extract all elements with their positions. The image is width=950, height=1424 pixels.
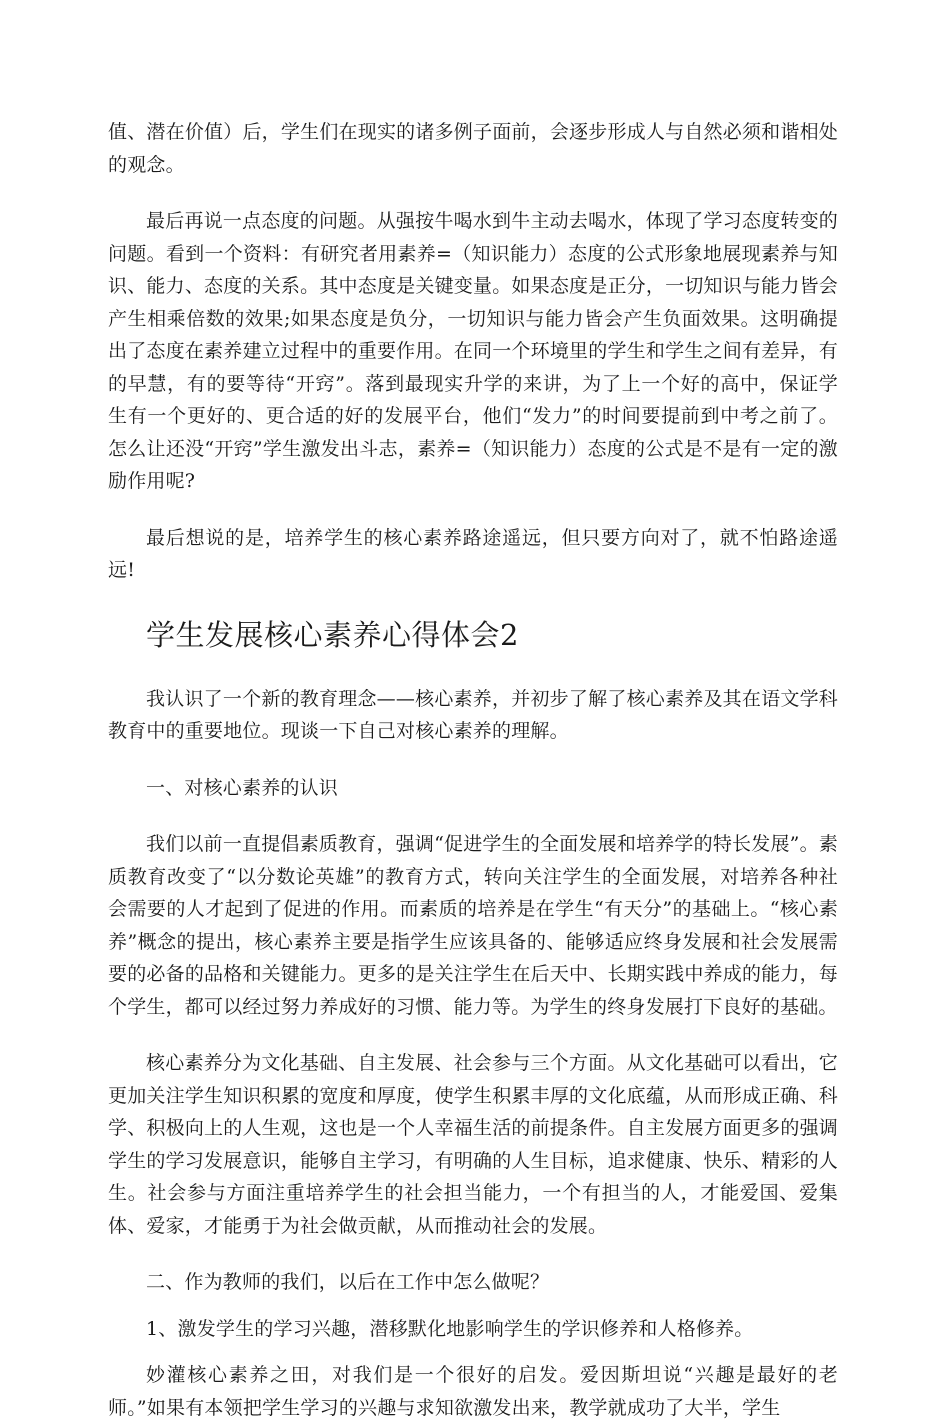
paragraph: 最后想说的是，培养学生的核心素养路途遥远，但只要方向对了，就不怕路途遥远! [108,526,838,581]
section-title: 学生发展核心素养心得体会2 [146,617,519,652]
paragraph: 核心素养分为文化基础、自主发展、社会参与三个方面。从文化基础可以看出，它更加关注学生知识积累的宽度和厚度，使学生积累丰厚的文化底蕴，从而形成正确、科学、积极向上的人生观，这也是一个人幸福生活的前提条件。自主发展方面更多的强调学生的学习发展意识，能够自主学习，有明确的人生目标，追求健康、快乐、精彩的人生。社会参与方面注重培养学生的社会担当能力，一个有担当的人，才能爱国、爱集体、爱家，才能勇于为社会做贡献，从而推动社会的发展。 [108,1052,838,1237]
paragraph: 值、潜在价值）后，学生们在现实的诸多例子面前，会逐步形成人与自然必须和谐相处的观念。 [108,121,838,176]
paragraph: 最后再说一点态度的问题。从强按牛喝水到牛主动去喝水，体现了学习态度转变的问题。看到一个资料：有研究者用素养=（知识能力）态度的公式形象地展现素养与知识、能力、态度的关系。其中态度是关键变量。如果态度是正分，一切知识与能力皆会产生相乘倍数的效果;如果态度是负分，一切知识与能力皆会产生负面效果。这明确提出了态度在素养建立过程中的重要作用。在同一个环境里的学生和学生之间有差异，有的早慧，有的要等待“开窍”。落到最现实升学的来讲，为了上一个好的高中，保证学生有一个更好的、更合适的好的发展平台，他们“发力”的时间要提前到中考之前了。怎么让还没“开窍”学生激发出斗志，素养=（知识能力）态度的公式是不是有一定的激励作用呢? [108,210,838,492]
paragraph: 妙灌核心素养之田，对我们是一个很好的启发。爱因斯坦说“兴趣是最好的老师。”如果有本领把学生学习的兴趣与求知欲激发出来，教学就成功了大半，学生 [108,1364,838,1419]
subheading: 一、对核心素养的认识 [146,776,339,799]
paragraph: 我认识了一个新的教育理念——核心素养，并初步了解了核心素养及其在语文学科教育中的重要地位。现谈一下自己对核心素养的理解。 [108,687,838,742]
paragraph: 我们以前一直提倡素质教育，强调“促进学生的全面发展和培养学的特长发展”。素质教育改变了“以分数论英雄”的教育方式，转向关注学生的全面发展，对培养各种社会需要的人才起到了促进的作用。而素质的培养是在学生“有天分”的基础上。“核心素养”概念的提出，核心素养主要是指学生应该具备的、能够适应终身发展和社会发展需要的必备的品格和关键能力。更多的是关注学生在后天中、长期实践中养成的能力，每个学生，都可以经过努力养成好的习惯、能力等。为学生的终身发展打下良好的基础。 [108,833,838,1018]
subheading: 二、作为教师的我们，以后在工作中怎么做呢？ [146,1271,550,1293]
subheading: 1、激发学生的学习兴趣，潜移默化地影响学生的学识修养和人格修养。 [146,1317,754,1340]
